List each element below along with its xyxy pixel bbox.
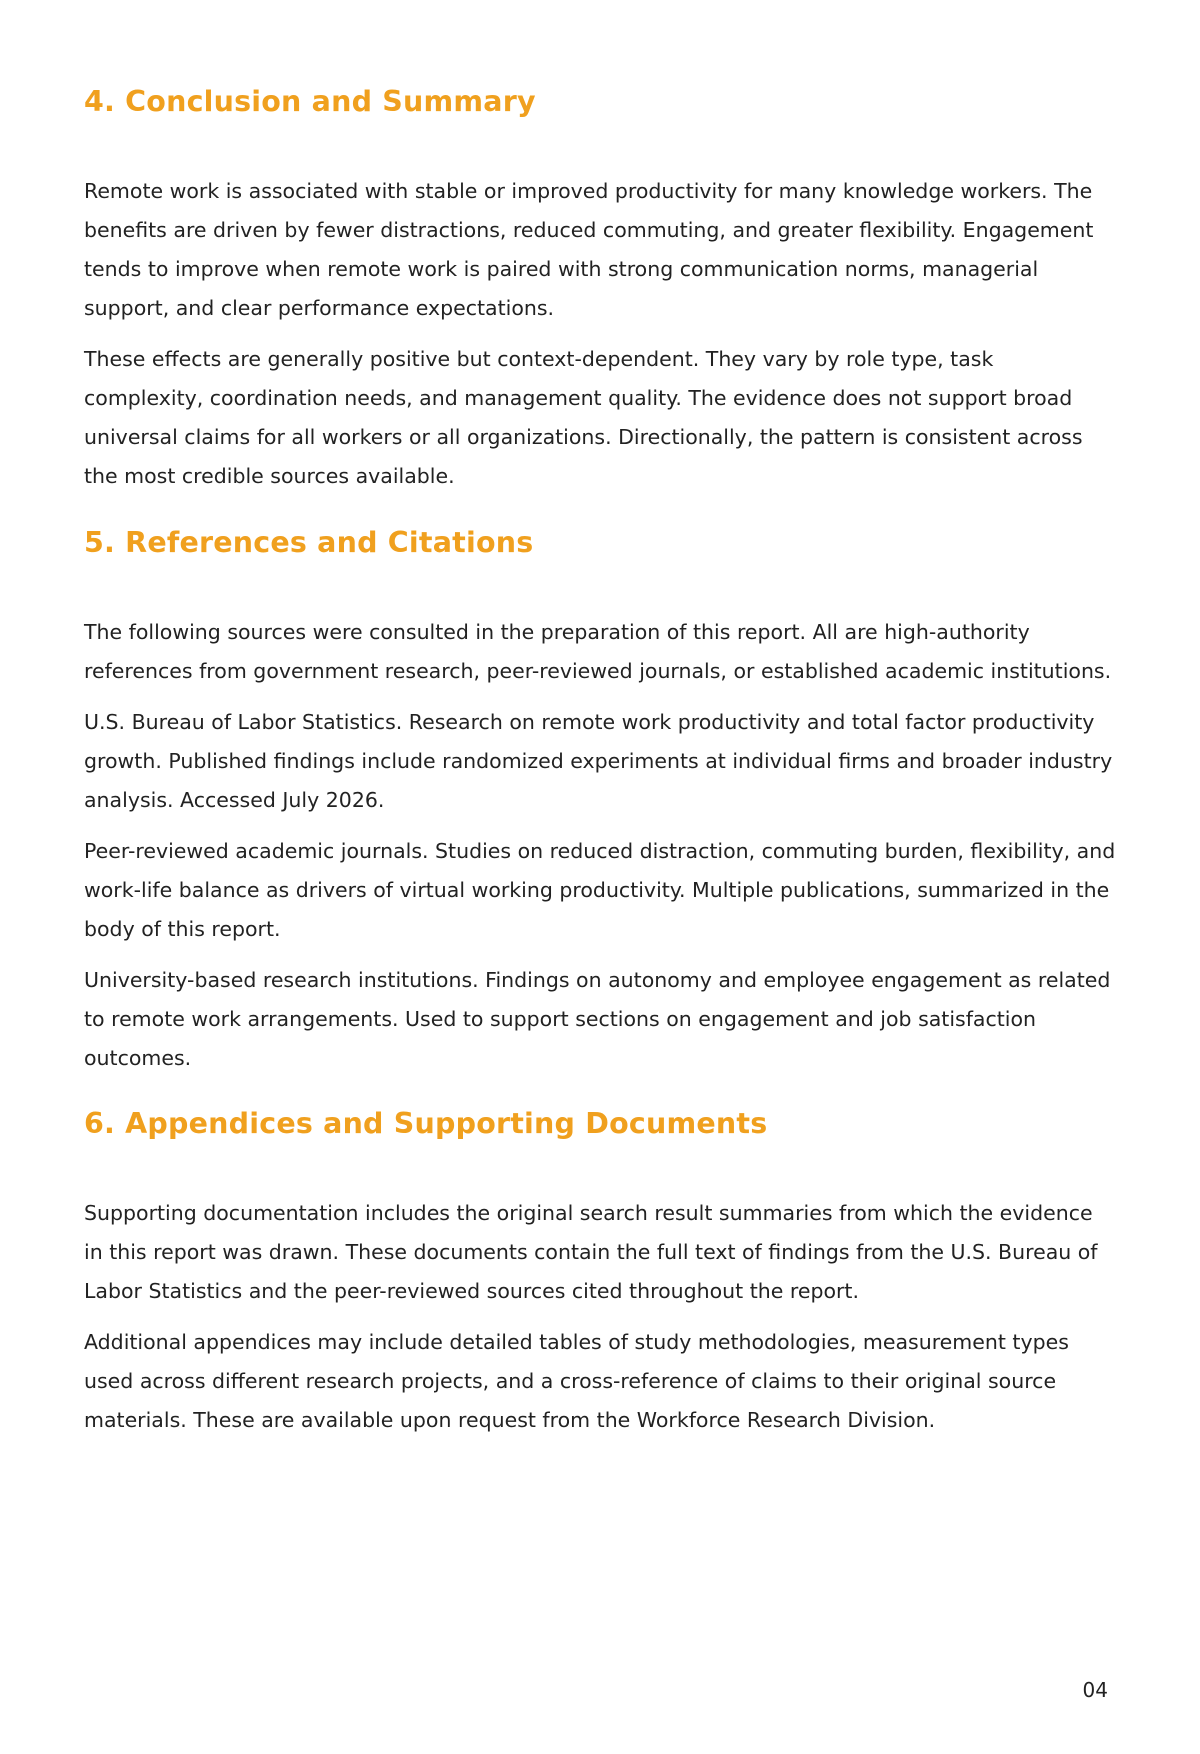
section-heading: 4. Conclusion and Summary	[84, 85, 536, 118]
section-references	[84, 526, 1116, 1078]
paragraph: These effects are generally positive but context-dependent. They vary by role type, task complexity, coordination needs, and management quality. The evidence does not support broad universal claims for all workers or all organizations. Directionally, the pattern is consistent across the most credible sources available.	[84, 347, 1083, 489]
reference-entry: University-based research institutions. Findings on autonomy and employee engagement as related to remote work arrangements. Used to support sections on engagement and job satisfaction outcomes.	[84, 968, 1111, 1071]
paragraph: The following sources were consulted in the preparation of this report. All are high-authority references from government research, peer-reviewed journals, or established academic institutions.	[84, 620, 1112, 684]
reference-entry: U.S. Bureau of Labor Statistics. Research on remote work productivity and total factor productivity growth. Published findings include randomized experiments at individual firms and broader industry analysis. Accessed July 2026.	[84, 710, 1113, 813]
section-conclusion	[84, 85, 1116, 496]
paragraph: Remote work is associated with stable or improved productivity for many knowledge workers. The benefits are driven by fewer distractions, reduced commuting, and greater flexibility. Engagement tends to improve when remote work is paired with strong communication norms, managerial support, and clear performance expectations.	[84, 179, 1094, 321]
page-number: 04	[1082, 1678, 1108, 1702]
paragraph: Additional appendices may include detailed tables of study methodologies, measurement types used across different research projects, and a cross-reference of claims to their original source materials. These are available upon request from the Workforce Research Division.	[84, 1330, 1069, 1433]
section-heading: 5. References and Citations	[84, 526, 534, 559]
paragraph: Supporting documentation includes the original search result summaries from which the evidence in this report was drawn. These documents contain the full text of findings from the U.S. Bureau of Labor Statistics and the peer-reviewed sources cited throughout the report.	[84, 1201, 1098, 1304]
section-appendices	[84, 1107, 1116, 1440]
section-heading: 6. Appendices and Supporting Documents	[84, 1107, 768, 1140]
reference-entry: Peer-reviewed academic journals. Studies on reduced distraction, commuting burden, flexibility, and work-life balance as drivers of virtual working productivity. Multiple publications, summarized in the body of this report.	[84, 839, 1116, 942]
